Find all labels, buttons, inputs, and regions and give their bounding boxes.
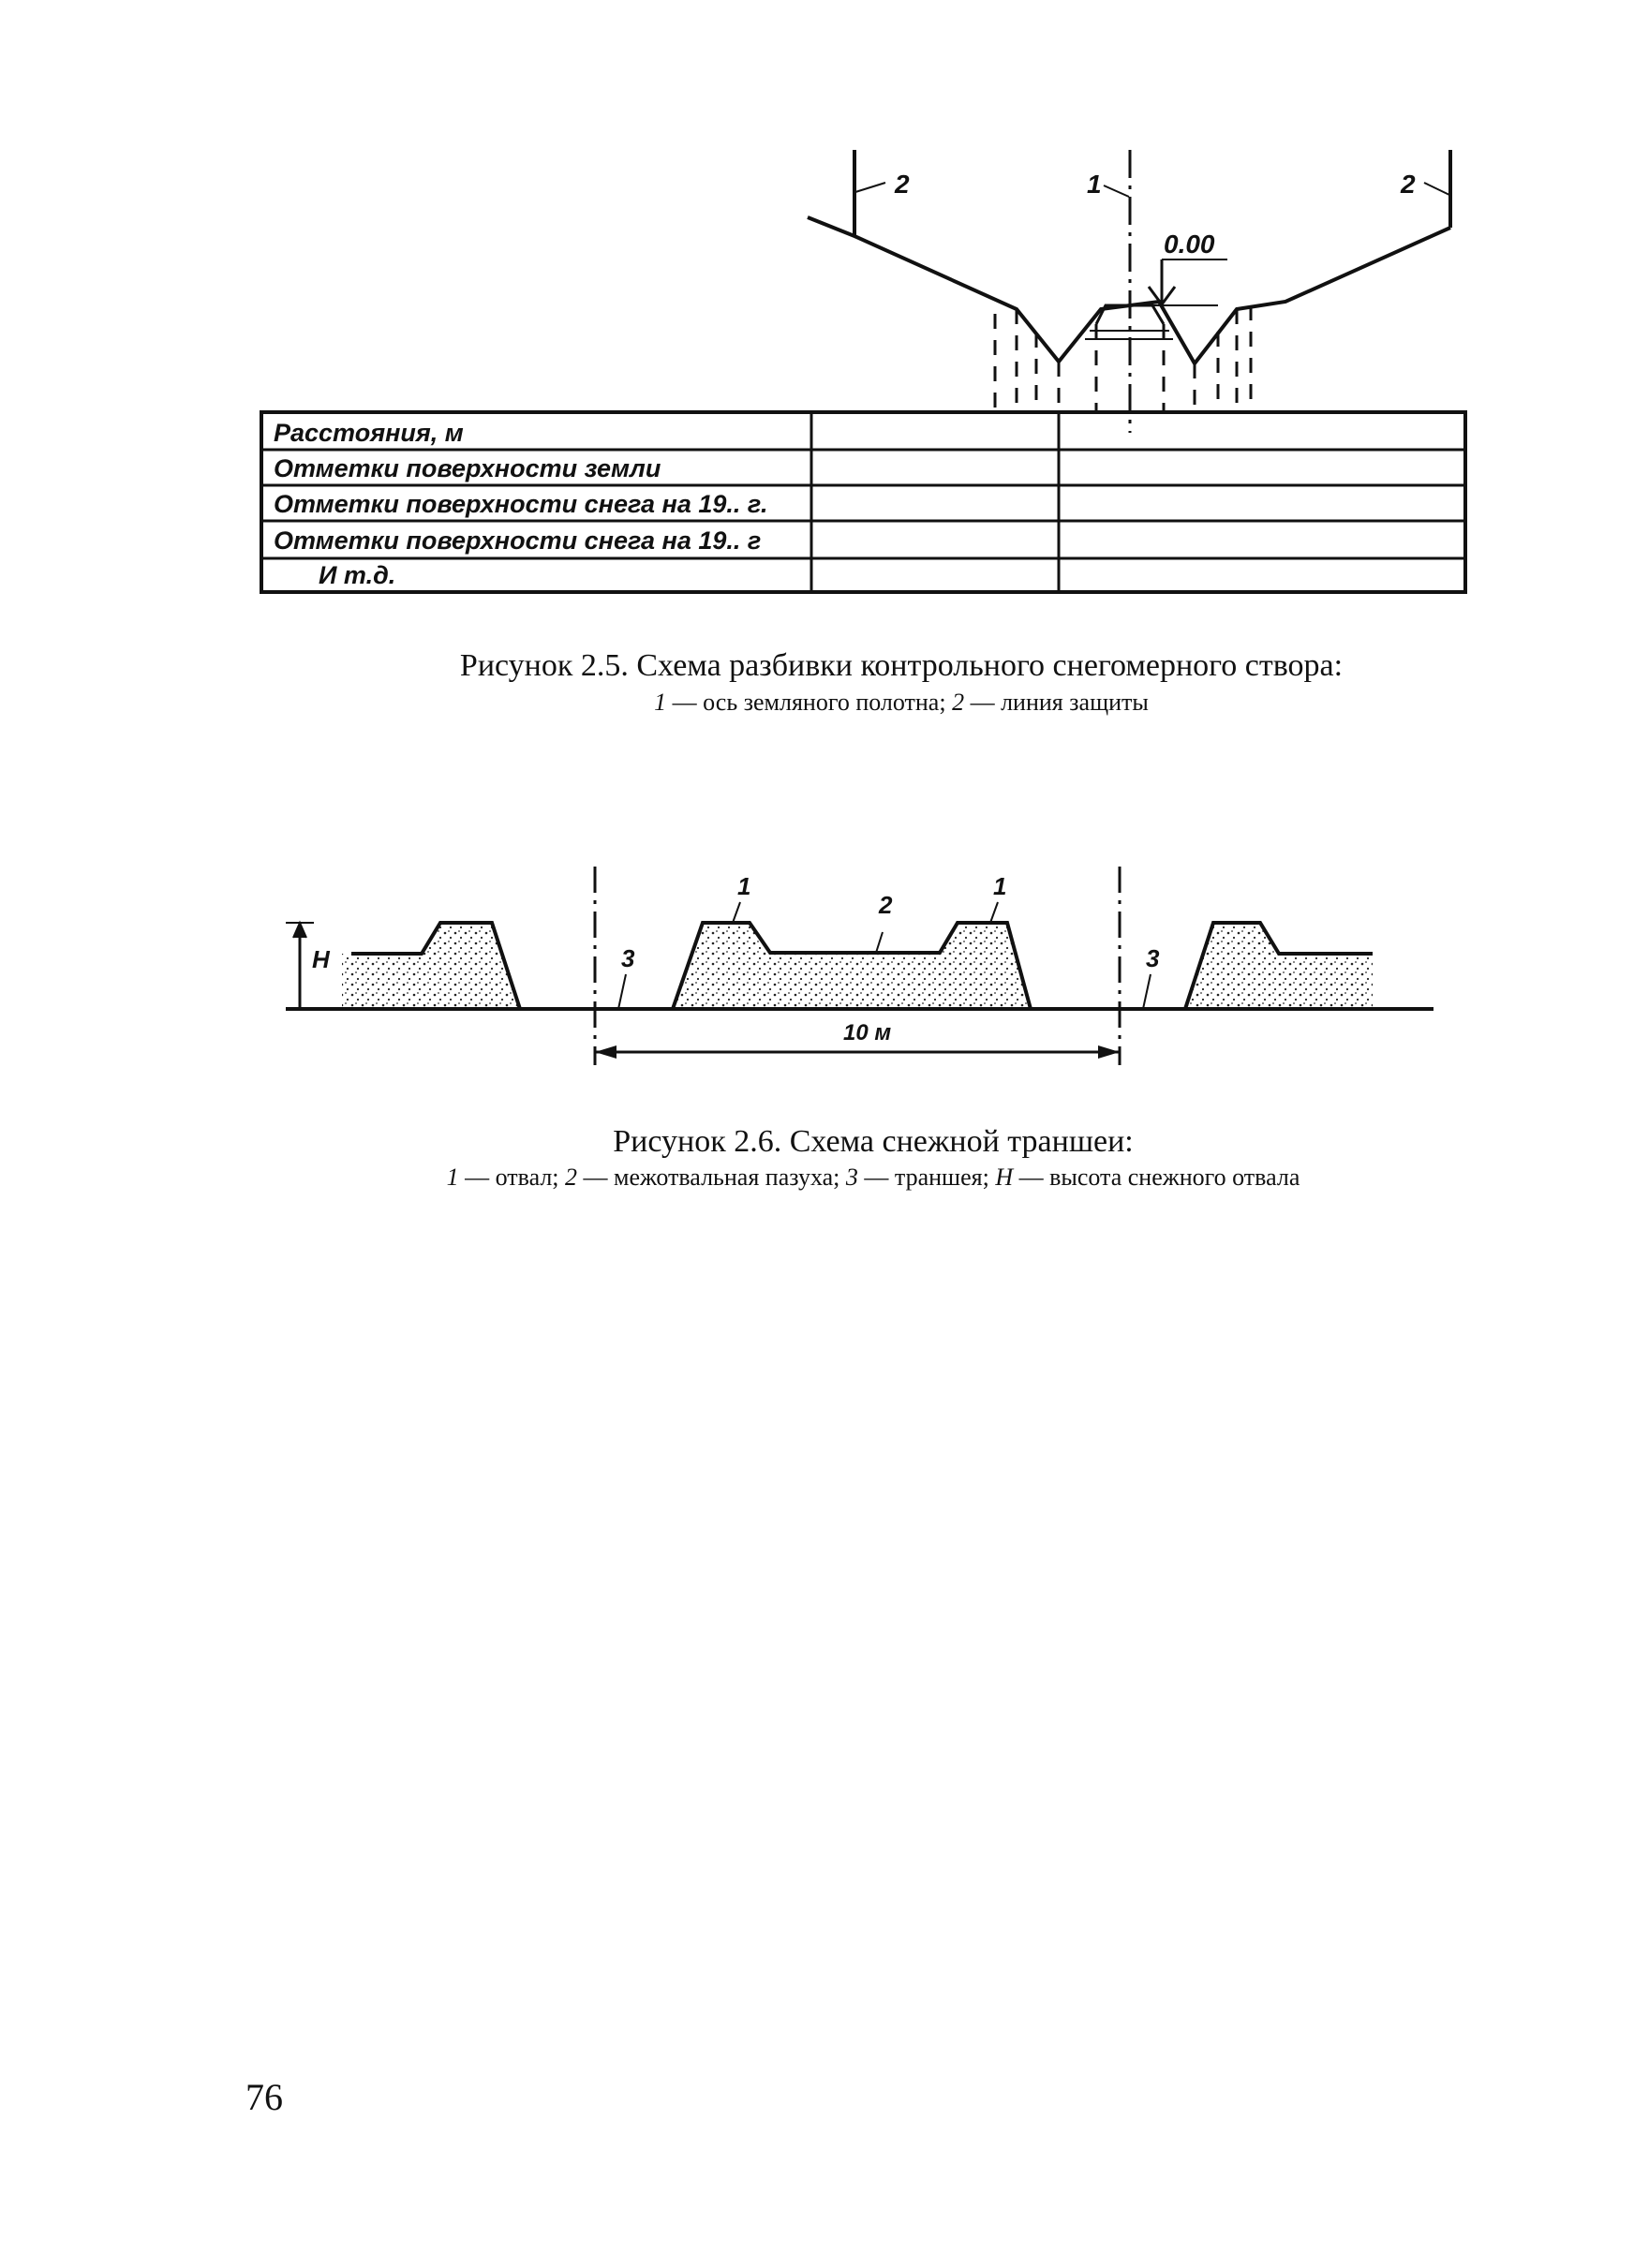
zero-mark-label: 0.00	[1164, 230, 1215, 259]
callout-heap-left: 1	[737, 872, 751, 900]
callout-leader	[1424, 183, 1449, 195]
legend-num: 3	[845, 1164, 858, 1191]
legend-text: — высота снежного отвала	[1013, 1164, 1300, 1191]
callout-sinus: 2	[879, 891, 893, 919]
figure-2-5-legend	[84, 689, 1634, 717]
legend-text: — ось земляного полотна;	[666, 689, 953, 716]
table-row-label-snow-1: Отметки поверхности снега на 19.. г.	[274, 490, 768, 518]
callout-heap-right: 1	[993, 872, 1007, 900]
legend-num: 1	[654, 689, 667, 716]
callout-leader	[855, 183, 885, 192]
callout-protection-left: 2	[895, 170, 910, 199]
callout-leader	[1143, 974, 1151, 1009]
callout-leader	[618, 974, 626, 1009]
table-row-label-snow-2: Отметки поверхности снега на 19.. г	[274, 526, 762, 555]
table-row-label-ground: Отметки поверхности земли	[274, 454, 661, 482]
page-number: 76	[245, 2076, 283, 2118]
callout-leader	[876, 932, 883, 953]
legend-text: — линия защиты	[964, 689, 1149, 716]
legend-num: 2	[952, 689, 965, 716]
table-row-label-distances: Расстояния, м	[274, 419, 464, 447]
legend-num: 1	[446, 1164, 459, 1191]
table-row-label-etc: И т.д.	[319, 561, 396, 589]
callout-leader	[990, 902, 998, 923]
callout-trench-right: 3	[1146, 944, 1160, 972]
legend-num: 2	[565, 1164, 578, 1191]
station-lines	[995, 305, 1251, 412]
callout-axis: 1	[1087, 170, 1102, 199]
snow-heaps-central	[673, 923, 1031, 1009]
height-dim-arrow-top	[293, 923, 306, 938]
callout-protection-right: 2	[1401, 170, 1416, 199]
figure-2-6-legend	[56, 1164, 1634, 1192]
figure-2-6-caption: Рисунок 2.6. Схема снежной траншеи:	[613, 1124, 1134, 1159]
width-label: 10 м	[843, 1020, 892, 1045]
figure-2-6-diagram	[0, 848, 1634, 1091]
legend-text: — отвал;	[458, 1164, 566, 1191]
width-dim-arrow-left	[595, 1045, 616, 1059]
callout-trench-left: 3	[621, 944, 635, 972]
legend-num: H	[995, 1164, 1014, 1191]
callout-leader	[1104, 185, 1129, 197]
legend-text: — траншея;	[857, 1164, 996, 1191]
figure-2-5-caption: Рисунок 2.5. Схема разбивки контрольного снегомерного створа:	[459, 648, 1344, 683]
height-label: H	[312, 945, 330, 973]
snow-heap-right-partial	[1185, 923, 1373, 1009]
callout-leader	[733, 902, 740, 923]
legend-text: — межотвальная пазуха;	[577, 1164, 846, 1191]
width-dim-arrow-right	[1098, 1045, 1120, 1059]
